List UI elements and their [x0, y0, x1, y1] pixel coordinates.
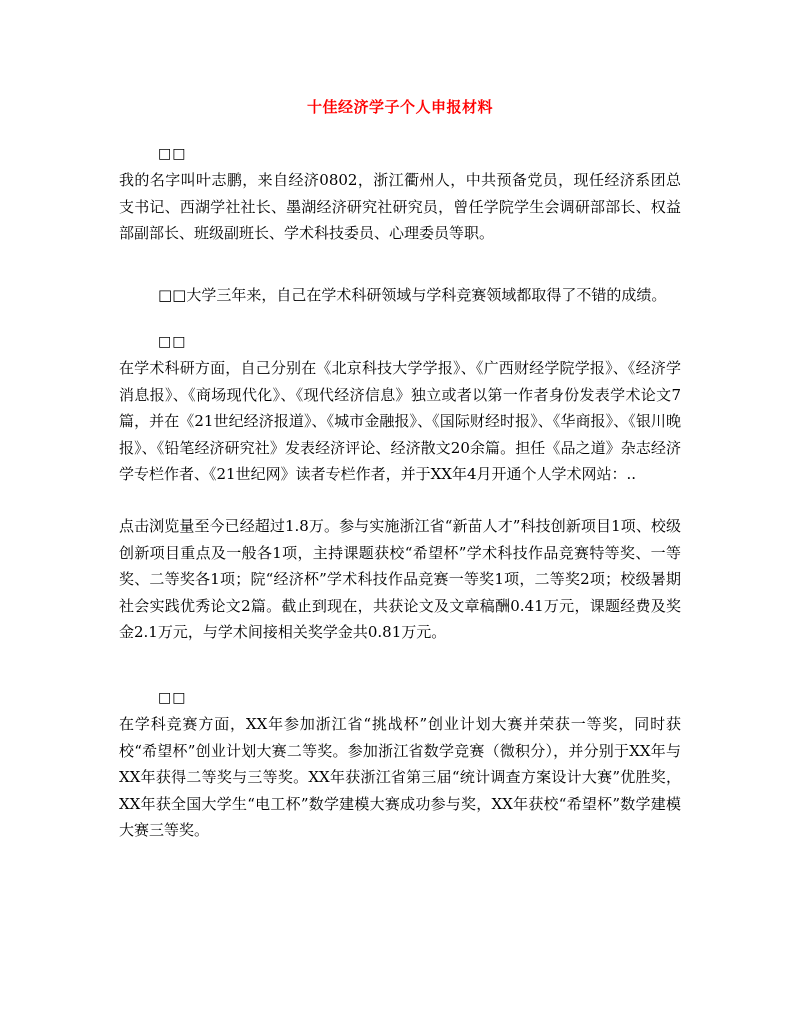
- paragraph-indent-mark: □□: [158, 690, 187, 706]
- paragraph-summary: [158, 282, 666, 308]
- paragraph-competition: 在学科竞赛方面，XX年参加浙江省“挑战杯”创业计划大赛并荣获一等奖，同时获校“希望杯”创业计划大赛二等奖。参加浙江省数学竞赛（微积分），并分别于XX年与XX年获得二等奖与三等奖。XX年获浙江省第三届“统计调查方案设计大赛”优胜奖，XX年获全国大学生“电工杯”数学建模大赛成功参与奖，XX年获校“希望杯”数学建模大赛三等奖。: [119, 715, 681, 839]
- paragraph-summary-text: 大学三年来，自己在学术科研领域与学科竞赛领域都取得了不错的成绩。: [186, 286, 667, 304]
- paragraph-research-continued: 点击浏览量至今已经超过1.8万。参与实施浙江省“新苗人才”科技创新项目1项、校级创新项目重点及一般各1项，主持课题获校“希望杯”学术科技作品竞赛特等奖、一等奖、二等奖各1项；院“经济杯”学术科技作品竞赛一等奖1项，二等奖2项；校级暑期社会实践优秀论文2篇。截止到现在，共获论文及文章稿酬0.41万元，课题经费及奖金2.1万元，与学术间接相关奖学金共0.81万元。: [119, 517, 681, 641]
- paragraph-intro: 我的名字叫叶志鹏，来自经济0802，浙江衢州人，中共预备党员，现任经济系团总支书记、西湖学社社长、墨湖经济研究社研究员，曾任学院学生会调研部部长、权益部副部长、班级副班长、学术科技委员、心理委员等职。: [119, 171, 681, 242]
- document-title: 十佳经济学子个人申报材料: [306, 98, 493, 116]
- paragraph-indent-mark: □□: [158, 334, 187, 350]
- paragraph-research: 在学术科研方面，自己分别在《北京科技大学学报》、《广西财经学院学报》、《经济学消息报》、《商场现代化》、《现代经济信息》独立或者以第一作者身份发表学术论文7篇，并在《21世纪经济报道》、《城市金融报》、《国际财经时报》、《华商报》、《银川晚报》、《铅笔经济研究社》发表经济评论、经济散文20余篇。担任《品之道》杂志经济学专栏作者、《21世纪网》读者专栏作者，并于XX年4月开通个人学术网站：..: [119, 359, 681, 483]
- paragraph-summary-prefix: □□: [158, 286, 187, 304]
- paragraph-indent-mark: □□: [158, 146, 187, 162]
